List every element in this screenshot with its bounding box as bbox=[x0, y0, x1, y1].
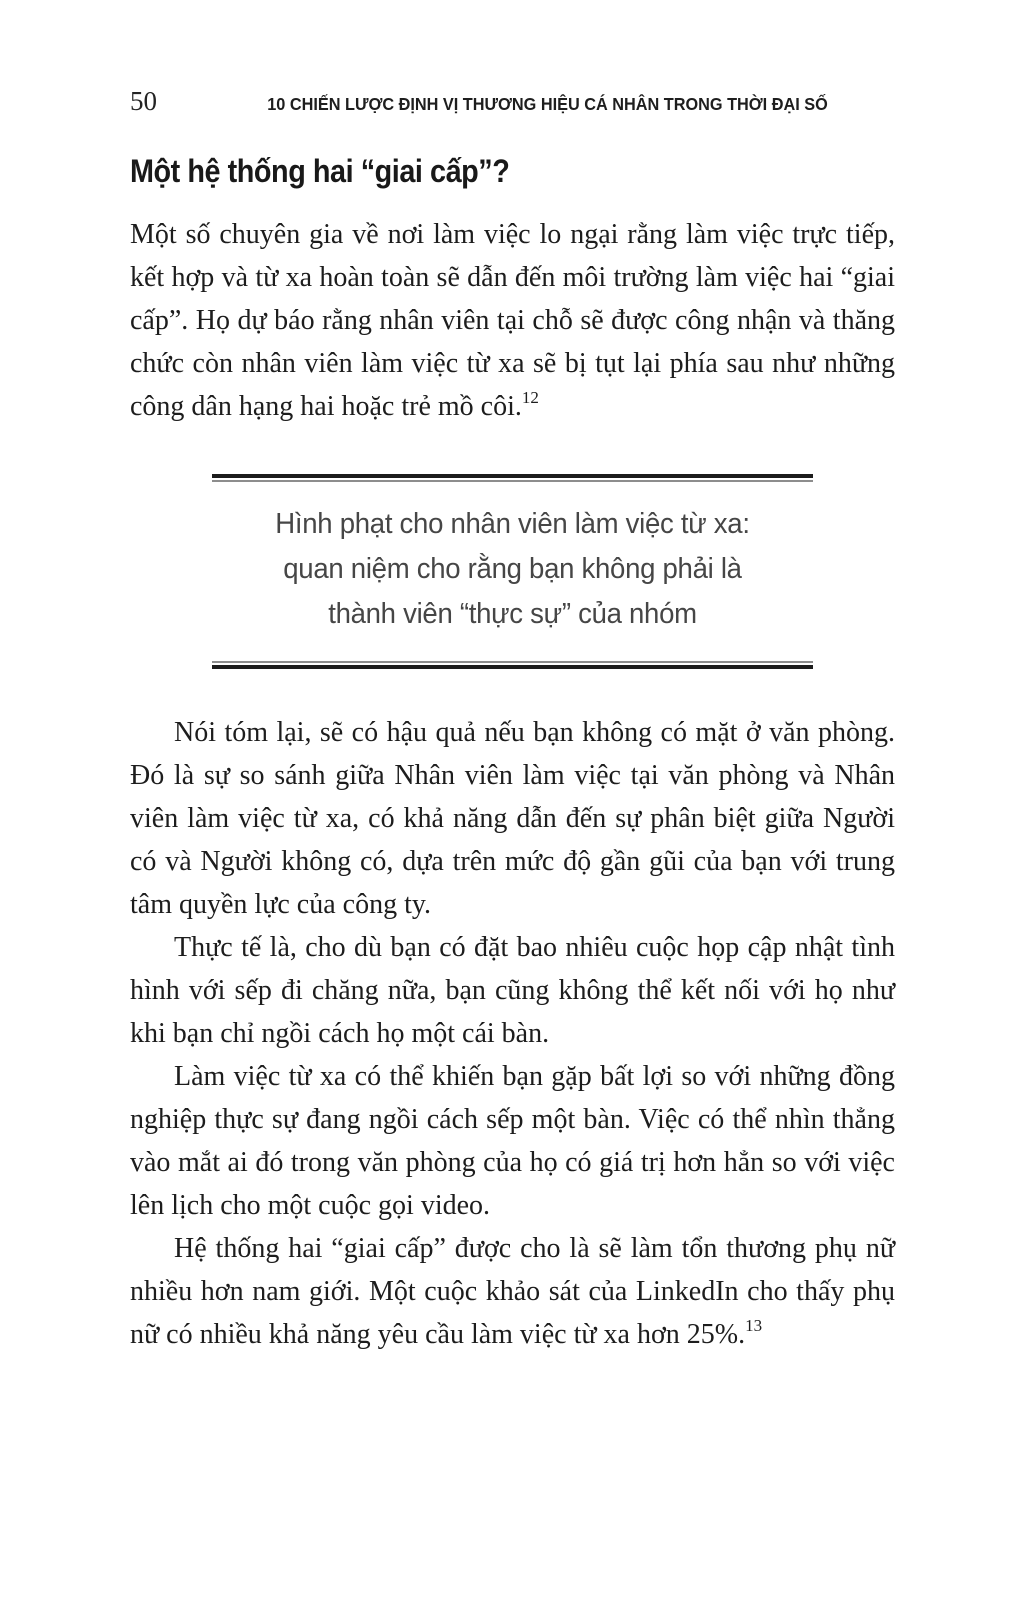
paragraph bbox=[130, 926, 895, 1055]
rule-thick-line bbox=[212, 474, 813, 478]
page-number: 50 bbox=[130, 86, 157, 116]
footnote-reference: 13 bbox=[745, 1316, 763, 1335]
pull-quote-top-rule bbox=[212, 474, 813, 482]
paragraph bbox=[130, 213, 895, 428]
page-content bbox=[130, 151, 895, 1356]
paragraph-text: Một số chuyên gia về nơi làm việc lo ngại rằng làm việc trực tiếp, kết hợp và từ xa hoàn toàn sẽ dẫn đến môi trường làm việc hai “giai cấp”. Họ dự báo rằng nhân viên tại chỗ sẽ được công nhận và thăng chức còn nhân viên làm việc từ xa sẽ bị tụt lại phía sau như những công dân hạng hai hoặc trẻ mồ côi. bbox=[130, 219, 895, 422]
pull-quote-line: thành viên “thực sự” của nhóm bbox=[328, 598, 697, 630]
footnote-reference: 12 bbox=[521, 388, 539, 407]
pull-quote-line: quan niệm cho rằng bạn không phải là bbox=[283, 553, 742, 585]
paragraph-text: Làm việc từ xa có thể khiến bạn gặp bất lợi so với những đồng nghiệp thực sự đang ngồi cách sếp một bàn. Việc có thể nhìn thẳng vào mắt ai đó trong văn phòng của họ có giá trị hơn hẳn so với việc lên lịch cho một cuộc gọi video. bbox=[130, 1061, 895, 1221]
paragraph-text: Nói tóm lại, sẽ có hậu quả nếu bạn không có mặt ở văn phòng. Đó là sự so sánh giữa Nhân viên làm việc tại văn phòng và Nhân viên làm việc từ xa, có khả năng dẫn đến sự phân biệt giữa Người có và Người không có, dựa trên mức độ gần gũi của bạn với trung tâm quyền lực của công ty. bbox=[130, 717, 895, 920]
paragraph-text: Thực tế là, cho dù bạn có đặt bao nhiêu cuộc họp cập nhật tình hình với sếp đi chăng nữa, bạn cũng không thể kết nối với họ như khi bạn chỉ ngồi cách họ một cái bàn. bbox=[130, 932, 895, 1049]
pull-quote-bottom-rule bbox=[212, 661, 813, 669]
paragraph bbox=[130, 711, 895, 926]
paragraph-text: Hệ thống hai “giai cấp” được cho là sẽ làm tổn thương phụ nữ nhiều hơn nam giới. Một cuộc khảo sát của LinkedIn cho thấy phụ nữ có nhiều khả năng yêu cầu làm việc từ xa hơn 25%. bbox=[130, 1233, 895, 1350]
paragraph bbox=[130, 1055, 895, 1227]
pull-quote-text bbox=[212, 482, 813, 661]
running-header bbox=[130, 86, 895, 117]
paragraph bbox=[130, 1227, 895, 1356]
running-title: 10 CHIẾN LƯỢC ĐỊNH VỊ THƯƠNG HIỆU CÁ NHÂN TRONG THỜI ĐẠI SỐ bbox=[267, 94, 828, 114]
pull-quote bbox=[212, 474, 813, 669]
pull-quote-line: Hình phạt cho nhân viên làm việc từ xa: bbox=[275, 508, 750, 540]
section-heading: Một hệ thống hai “giai cấp”? bbox=[130, 153, 510, 189]
rule-thick-line bbox=[212, 665, 813, 669]
rule-thin-line bbox=[212, 661, 813, 663]
